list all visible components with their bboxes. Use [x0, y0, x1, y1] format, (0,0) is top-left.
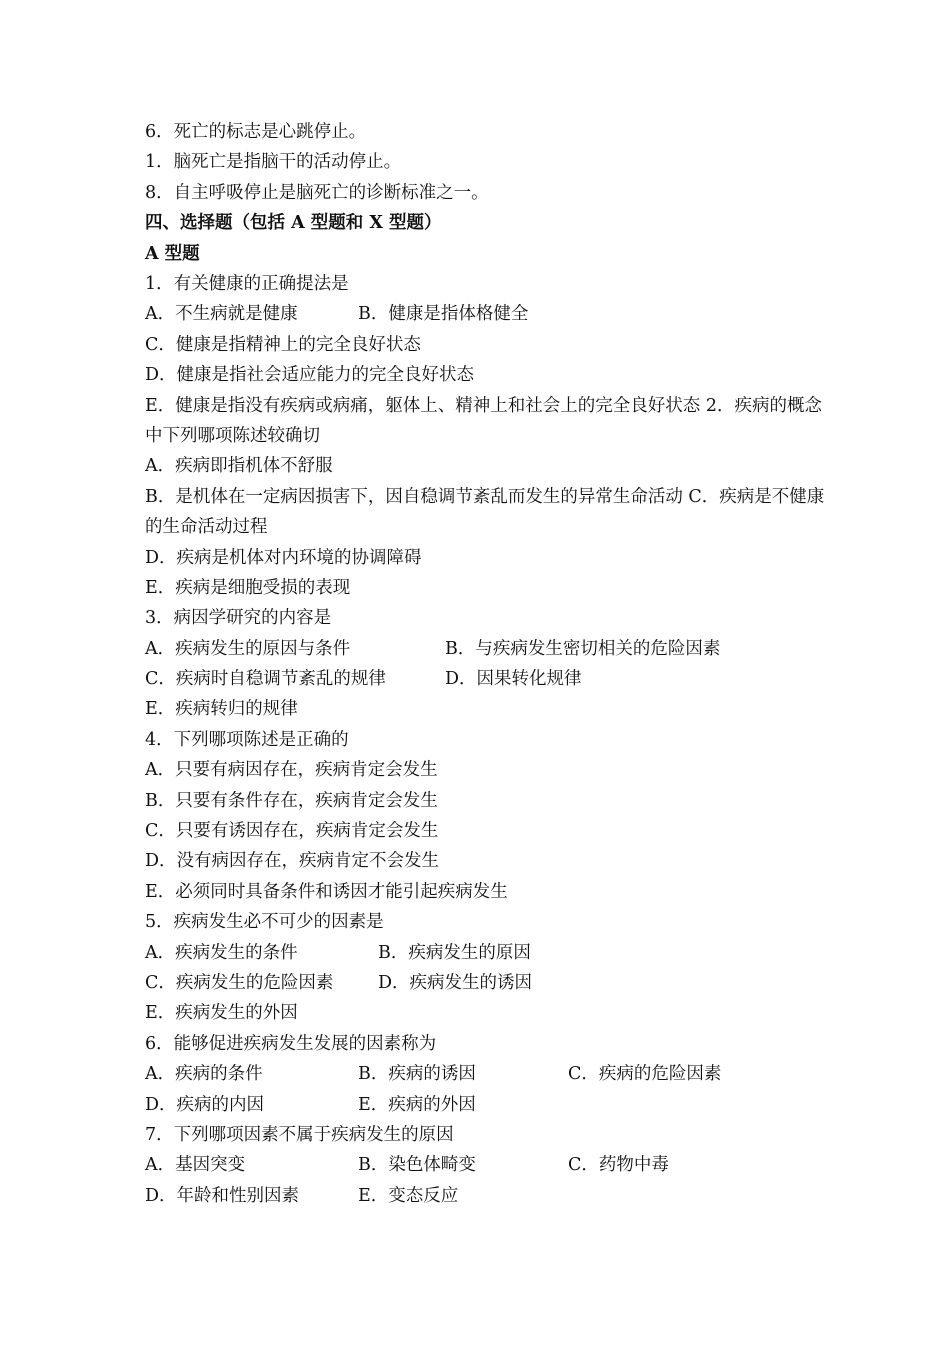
- q5-option-d: D．疾病发生的诱因: [378, 973, 533, 993]
- q4-option-d: D．没有病因存在，疾病肯定不会发生: [145, 851, 440, 872]
- question-6-options-abc: [145, 1059, 825, 1089]
- question-7-options-de: [145, 1181, 825, 1211]
- q2-option-d: D．疾病是机体对内环境的协调障碍: [145, 547, 422, 568]
- q5-option-c: C．疾病发生的危险因素: [145, 973, 334, 993]
- q3-option-a: A．疾病发生的原因与条件: [145, 638, 351, 659]
- q3-option-b: B．与疾病发生密切相关的危险因素: [445, 638, 721, 659]
- q5-option-e: E．疾病发生的外因: [145, 1003, 298, 1024]
- q1-option-e-and-question-2: E．健康是指没有疾病或病痛，躯体上、精神上和社会上的完全良好状态 2．疾病的概念中下列哪项陈述较确切: [145, 395, 822, 446]
- question-7-options-abc: [145, 1150, 825, 1180]
- q6-option-b: B．疾病的诱因: [358, 1064, 476, 1085]
- q6-option-c: C．疾病的危险因素: [568, 1064, 722, 1085]
- q7-option-c: C．药物中毒: [568, 1155, 669, 1176]
- q1-option-b: B．健康是指体格健全: [358, 304, 529, 325]
- q1-option-c: C．健康是指精神上的完全良好状态: [145, 334, 421, 355]
- question-5-options-ab: [145, 938, 825, 968]
- subsection-heading: A 型题: [145, 243, 200, 264]
- q2-option-b-and-c: B．是机体在一定病因损害下，因自稳调节紊乱而发生的异常生命活动 C．疾病是不健康的生命活动过程: [145, 486, 825, 538]
- question-6: 6．能够促进疾病发生发展的因素称为: [145, 1033, 437, 1054]
- question-3-options-cd: [145, 664, 825, 694]
- q3-option-c: C．疾病时自稳调节紊乱的规律: [145, 669, 386, 690]
- q6-option-d: D．疾病的内因: [145, 1094, 265, 1115]
- q7-option-a: A．基因突变: [145, 1155, 246, 1176]
- q1-option-a: A．不生病就是健康: [145, 304, 298, 325]
- question-4: 4．下列哪项陈述是正确的: [145, 729, 349, 750]
- question-1: 1．有关健康的正确提法是: [145, 273, 349, 294]
- question-7: 7．下列哪项因素不属于疾病发生的原因: [145, 1124, 454, 1145]
- q6-option-e: E．疾病的外因: [358, 1094, 476, 1115]
- q6-option-a: A．疾病的条件: [145, 1064, 263, 1085]
- question-6-options-de: [145, 1090, 825, 1120]
- statement-1: 1．脑死亡是指脑干的活动停止。: [145, 152, 402, 173]
- q1-option-d: D．健康是指社会适应能力的完全良好状态: [145, 365, 475, 386]
- section-heading: 四、选择题（包括 A 型题和 X 型题）: [145, 213, 442, 234]
- question-5-options-cd: [145, 968, 825, 998]
- statement-8: 8．自主呼吸停止是脑死亡的诊断标准之一。: [145, 182, 489, 203]
- q5-option-a: A．疾病发生的条件: [145, 942, 298, 963]
- statement-6: 6．死亡的标志是心跳停止。: [145, 122, 367, 142]
- q2-option-a: A．疾病即指机体不舒服: [145, 456, 333, 477]
- q7-option-e: E．变态反应: [358, 1185, 459, 1206]
- document-body: [145, 117, 825, 1211]
- q2-option-e: E．疾病是细胞受损的表现: [145, 577, 351, 598]
- q4-option-b: B．只要有条件存在，疾病肯定会发生: [145, 790, 438, 811]
- question-3-options-ab: [145, 634, 825, 664]
- q7-option-d: D．年龄和性别因素: [145, 1185, 300, 1206]
- question-5: 5．疾病发生必不可少的因素是: [145, 912, 384, 933]
- q4-option-e: E．必须同时具备条件和诱因才能引起疾病发生: [145, 881, 508, 902]
- q4-option-a: A．只要有病因存在，疾病肯定会发生: [145, 760, 438, 781]
- q7-option-b: B．染色体畸变: [358, 1155, 476, 1176]
- q3-option-d: D．因果转化规律: [445, 669, 582, 690]
- q3-option-e: E．疾病转归的规律: [145, 699, 298, 720]
- q4-option-c: C．只要有诱因存在，疾病肯定会发生: [145, 821, 439, 842]
- q5-option-b: B．疾病发生的原因: [378, 942, 531, 963]
- question-3: 3．病因学研究的内容是: [145, 608, 332, 629]
- question-1-options-ab: [145, 299, 825, 329]
